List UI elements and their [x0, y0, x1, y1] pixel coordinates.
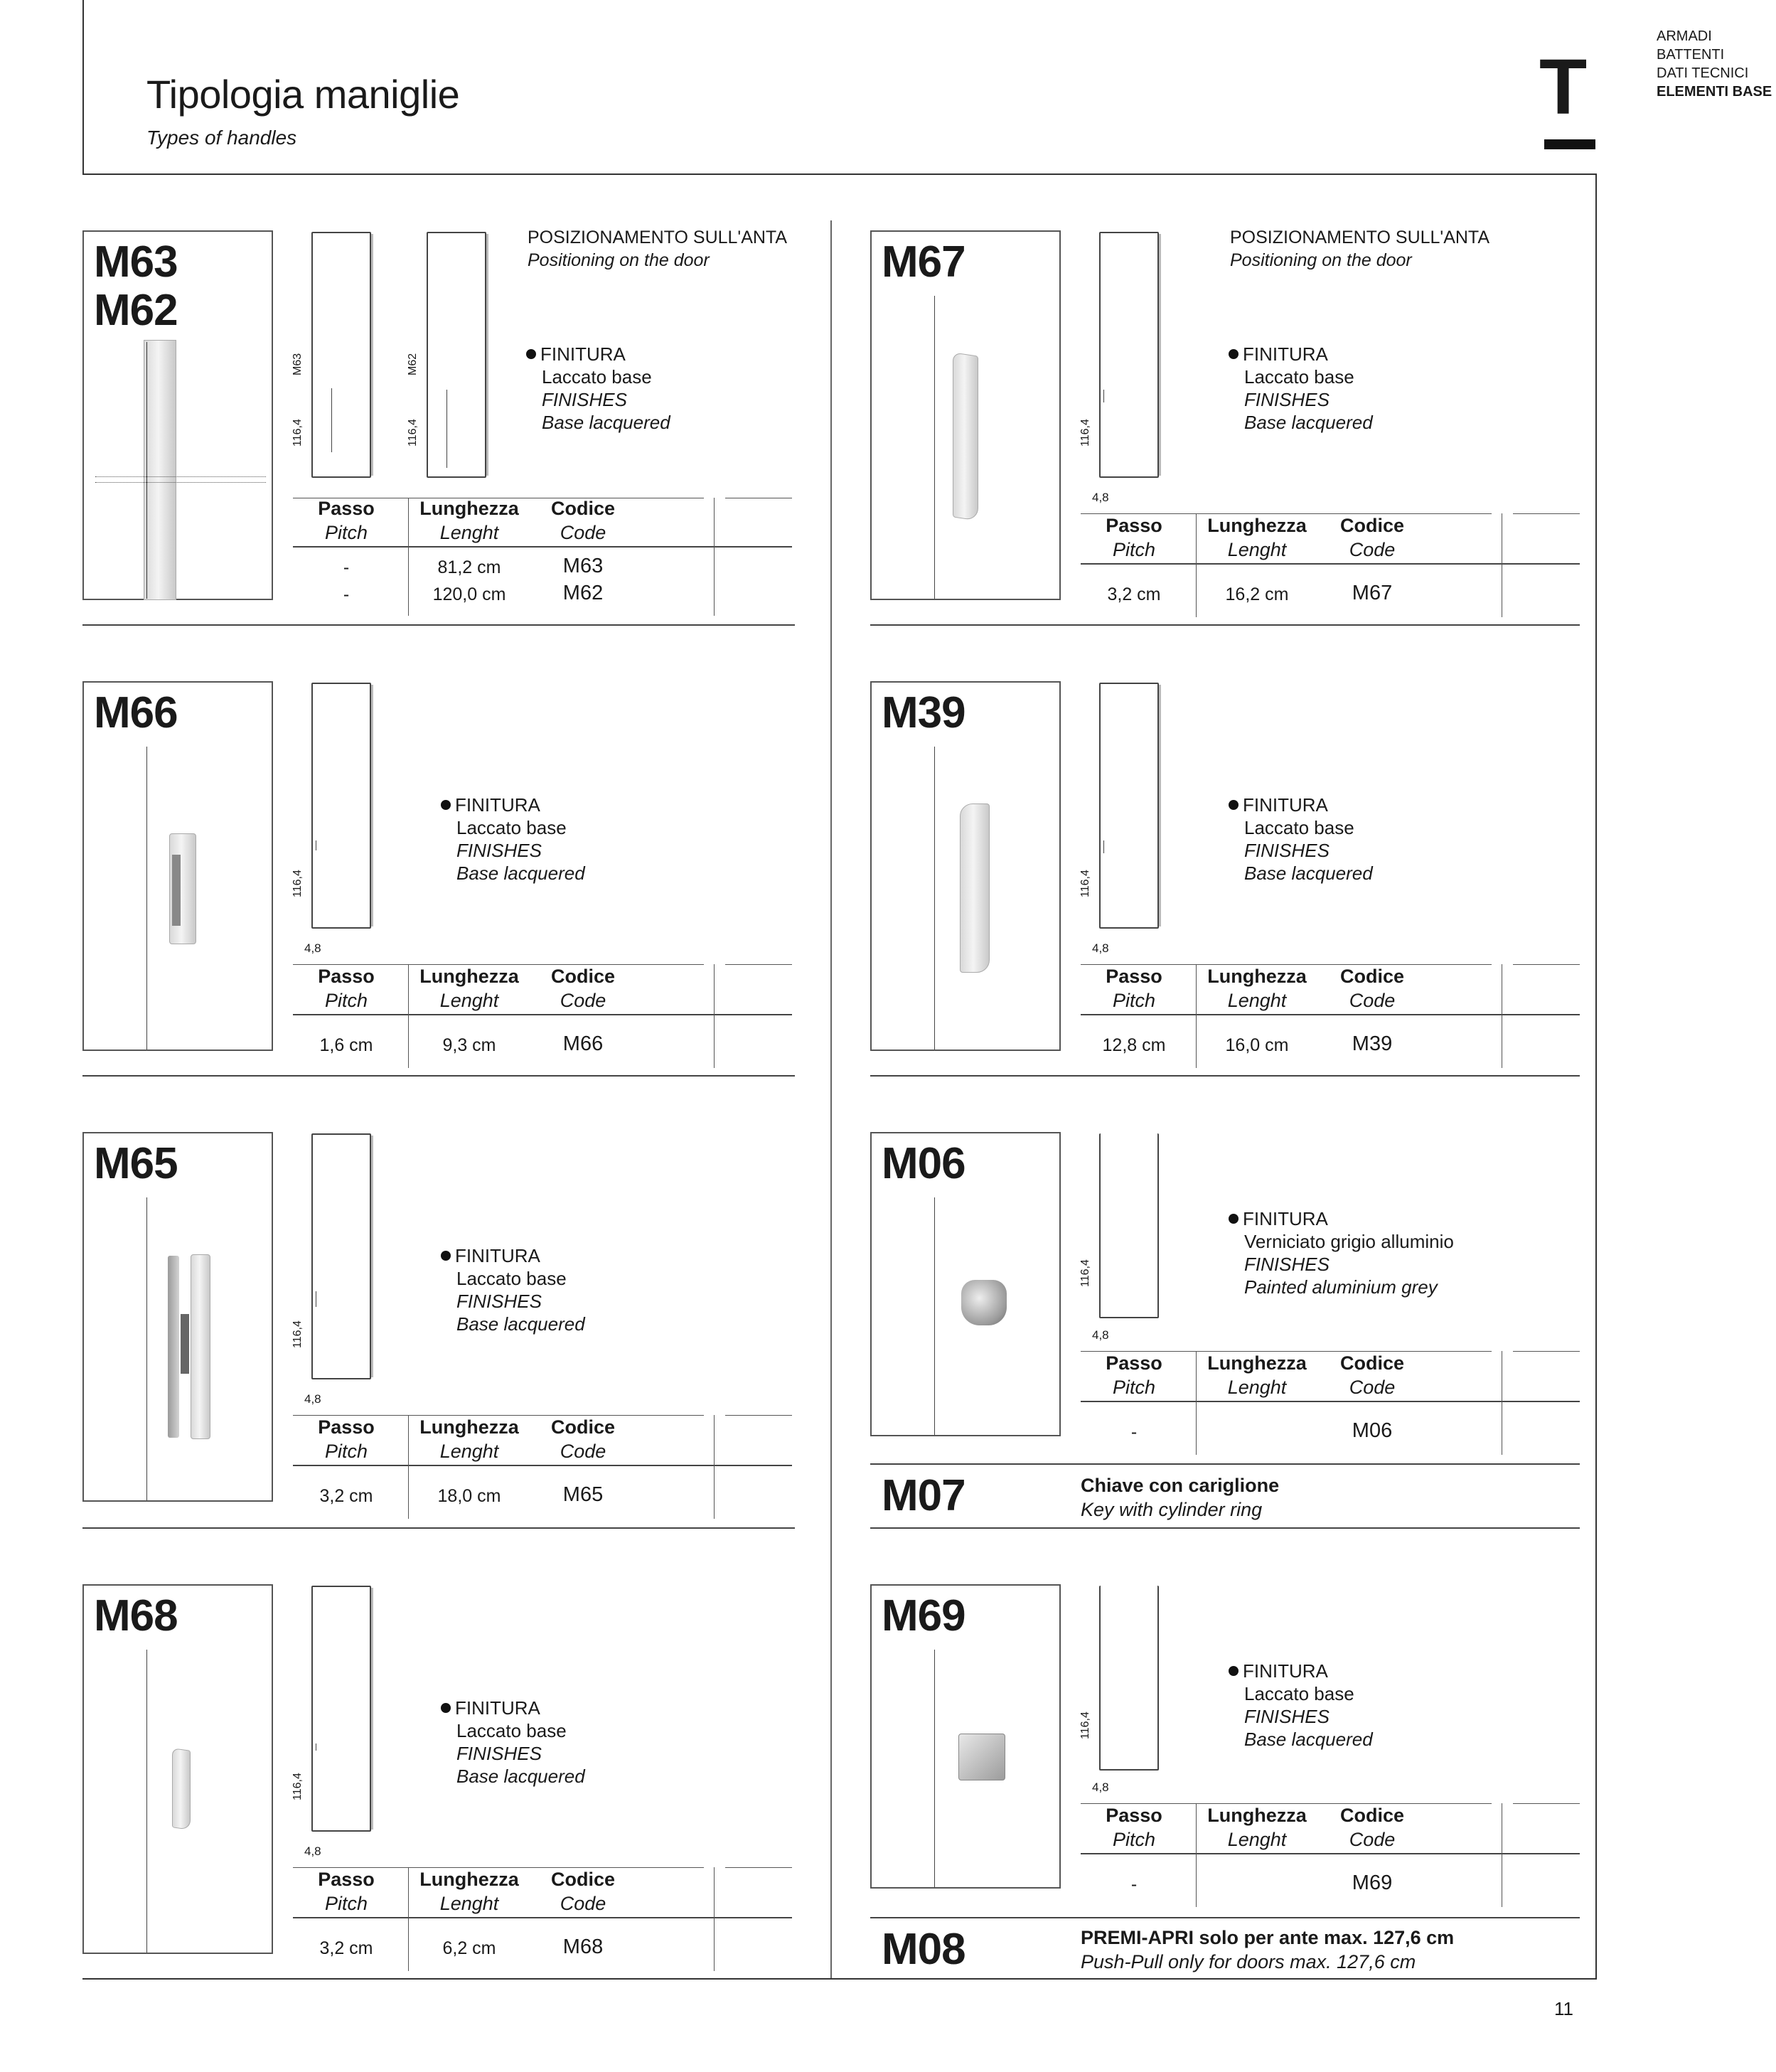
- positioning-note: POSIZIONAMENTO SULL'ANTA Positioning on the door: [528, 228, 788, 270]
- product-photo: [870, 1584, 1061, 1889]
- dim-height: 116,4: [407, 419, 419, 447]
- dim-height: 116,4: [1079, 1711, 1091, 1739]
- bullet-icon: [441, 1251, 451, 1261]
- dim-offset: 4,8: [1092, 491, 1109, 504]
- finish-spec: FINITURA Laccato base FINISHES Base lacquered: [441, 794, 585, 885]
- handle-image: [960, 803, 990, 973]
- right-frame-rule: [1595, 173, 1597, 1980]
- handle-image: [953, 352, 978, 520]
- finish-spec: FINITURA Laccato base FINISHES Base lacquered: [1229, 1660, 1373, 1751]
- table-cell: 120,0 cm: [432, 584, 506, 604]
- bullet-icon: [1229, 800, 1239, 810]
- handle-image: [191, 1254, 210, 1439]
- dim-height: 116,4: [1079, 870, 1091, 897]
- col-header-pitch: Passo: [318, 498, 375, 519]
- product-photo: [82, 681, 273, 1051]
- bullet-icon: [441, 800, 451, 810]
- door-diagram: [1099, 1133, 1159, 1318]
- handle-image: [172, 1748, 191, 1830]
- dim-height: 116,4: [291, 419, 304, 447]
- finish-spec: FINITURA Laccato base FINISHES Base lacquered: [526, 343, 670, 434]
- dim-offset: 4,8: [1092, 1328, 1109, 1342]
- nav-item-elementi-base[interactable]: ELEMENTI BASE: [1657, 84, 1772, 100]
- door-diagram: [1099, 1586, 1159, 1771]
- table-cell: -: [343, 584, 350, 604]
- product-code: M67: [882, 237, 965, 287]
- door-diagram: [311, 683, 371, 929]
- bullet-icon: [1229, 1666, 1239, 1676]
- nav-item-battenti[interactable]: BATTENTI: [1657, 47, 1725, 63]
- product-code: M07: [882, 1471, 965, 1520]
- door-label: M63: [291, 353, 304, 375]
- finish-spec: FINITURA Verniciato grigio alluminio FINISHES Painted aluminium grey: [1229, 1207, 1454, 1298]
- extra-description: PREMI-APRI solo per ante max. 127,6 cm: [1081, 1927, 1455, 1948]
- dim-offset: 4,8: [304, 1844, 321, 1858]
- handle-image: [144, 340, 176, 600]
- table-cell: 81,2 cm: [437, 557, 501, 577]
- bullet-icon: [1229, 1214, 1239, 1224]
- col-header-length: Lunghezza: [419, 498, 519, 519]
- page-title: Tipologia maniglie: [146, 72, 460, 117]
- finish-spec: FINITURA Laccato base FINISHES Base lacquered: [1229, 794, 1373, 885]
- product-photo: [870, 681, 1061, 1051]
- product-photo: [870, 230, 1061, 600]
- dim-height: 116,4: [291, 870, 304, 897]
- dim-height: 116,4: [1079, 1259, 1091, 1287]
- extra-description: Chiave con cariglione: [1081, 1475, 1280, 1496]
- positioning-note: POSIZIONAMENTO SULL'ANTA Positioning on the door: [1230, 228, 1490, 270]
- column-divider: [830, 220, 832, 1980]
- header-bottom-rule: [82, 173, 1597, 175]
- dim-offset: 4,8: [304, 941, 321, 955]
- footer-rule: [82, 1978, 1597, 1980]
- handle-image: [958, 1734, 1005, 1780]
- finish-spec: FINITURA Laccato base FINISHES Base lacquered: [441, 1244, 585, 1335]
- col-header-code: Codice: [550, 498, 616, 519]
- extra-description-en: Key with cylinder ring: [1081, 1499, 1263, 1520]
- section-nav: [1657, 27, 1772, 101]
- product-code: M06: [882, 1139, 965, 1188]
- table-cell: M63: [562, 555, 604, 577]
- door-diagram: [311, 1133, 371, 1379]
- product-code: M66: [94, 688, 178, 737]
- product-photo: [870, 1132, 1061, 1436]
- bullet-icon: [441, 1703, 451, 1713]
- product-code: M65: [94, 1139, 178, 1188]
- dim-height: 116,4: [291, 1320, 304, 1348]
- handle-image: [961, 1280, 1007, 1325]
- product-code: M39: [882, 688, 965, 737]
- product-code: M08: [882, 1925, 965, 1974]
- door-diagram: [1099, 683, 1159, 929]
- bullet-icon: [526, 349, 536, 359]
- door-diagram-m63: [311, 232, 371, 478]
- door-diagram: [1099, 232, 1159, 478]
- dim-height: 116,4: [1079, 419, 1091, 447]
- table-cell: M62: [562, 582, 604, 604]
- product-photo: [82, 230, 273, 600]
- page-number: 11: [1554, 1998, 1573, 2019]
- finish-spec: FINITURA Laccato base FINISHES Base lacquered: [441, 1697, 585, 1788]
- product-code: M68: [94, 1591, 178, 1640]
- door-label: M62: [407, 353, 419, 375]
- finish-spec: FINITURA Laccato base FINISHES Base lacquered: [1229, 343, 1373, 434]
- product-code-alt: M62: [94, 286, 178, 335]
- section-letter-underline: [1544, 139, 1595, 149]
- extra-description-en: Push-Pull only for doors max. 127,6 cm: [1081, 1951, 1416, 1972]
- dim-offset: 4,8: [304, 1392, 321, 1406]
- nav-item-armadi[interactable]: ARMADI: [1657, 28, 1712, 44]
- dim-offset: 4,8: [1092, 1780, 1109, 1794]
- bullet-icon: [1229, 349, 1239, 359]
- page-subtitle: Types of handles: [146, 127, 297, 149]
- dim-offset: 4,8: [1092, 941, 1109, 955]
- dim-height: 116,4: [291, 1773, 304, 1800]
- product-photo: [82, 1584, 273, 1954]
- product-code: M69: [882, 1591, 965, 1640]
- product-photo: [82, 1132, 273, 1502]
- door-diagram: [311, 1586, 371, 1832]
- door-diagram-m62: [427, 232, 486, 478]
- section-letter: T: [1539, 43, 1588, 131]
- nav-item-dati-tecnici[interactable]: DATI TECNICI: [1657, 65, 1749, 81]
- product-code: M63: [94, 237, 178, 287]
- table-cell: -: [343, 557, 350, 577]
- header-left-rule: [82, 0, 84, 175]
